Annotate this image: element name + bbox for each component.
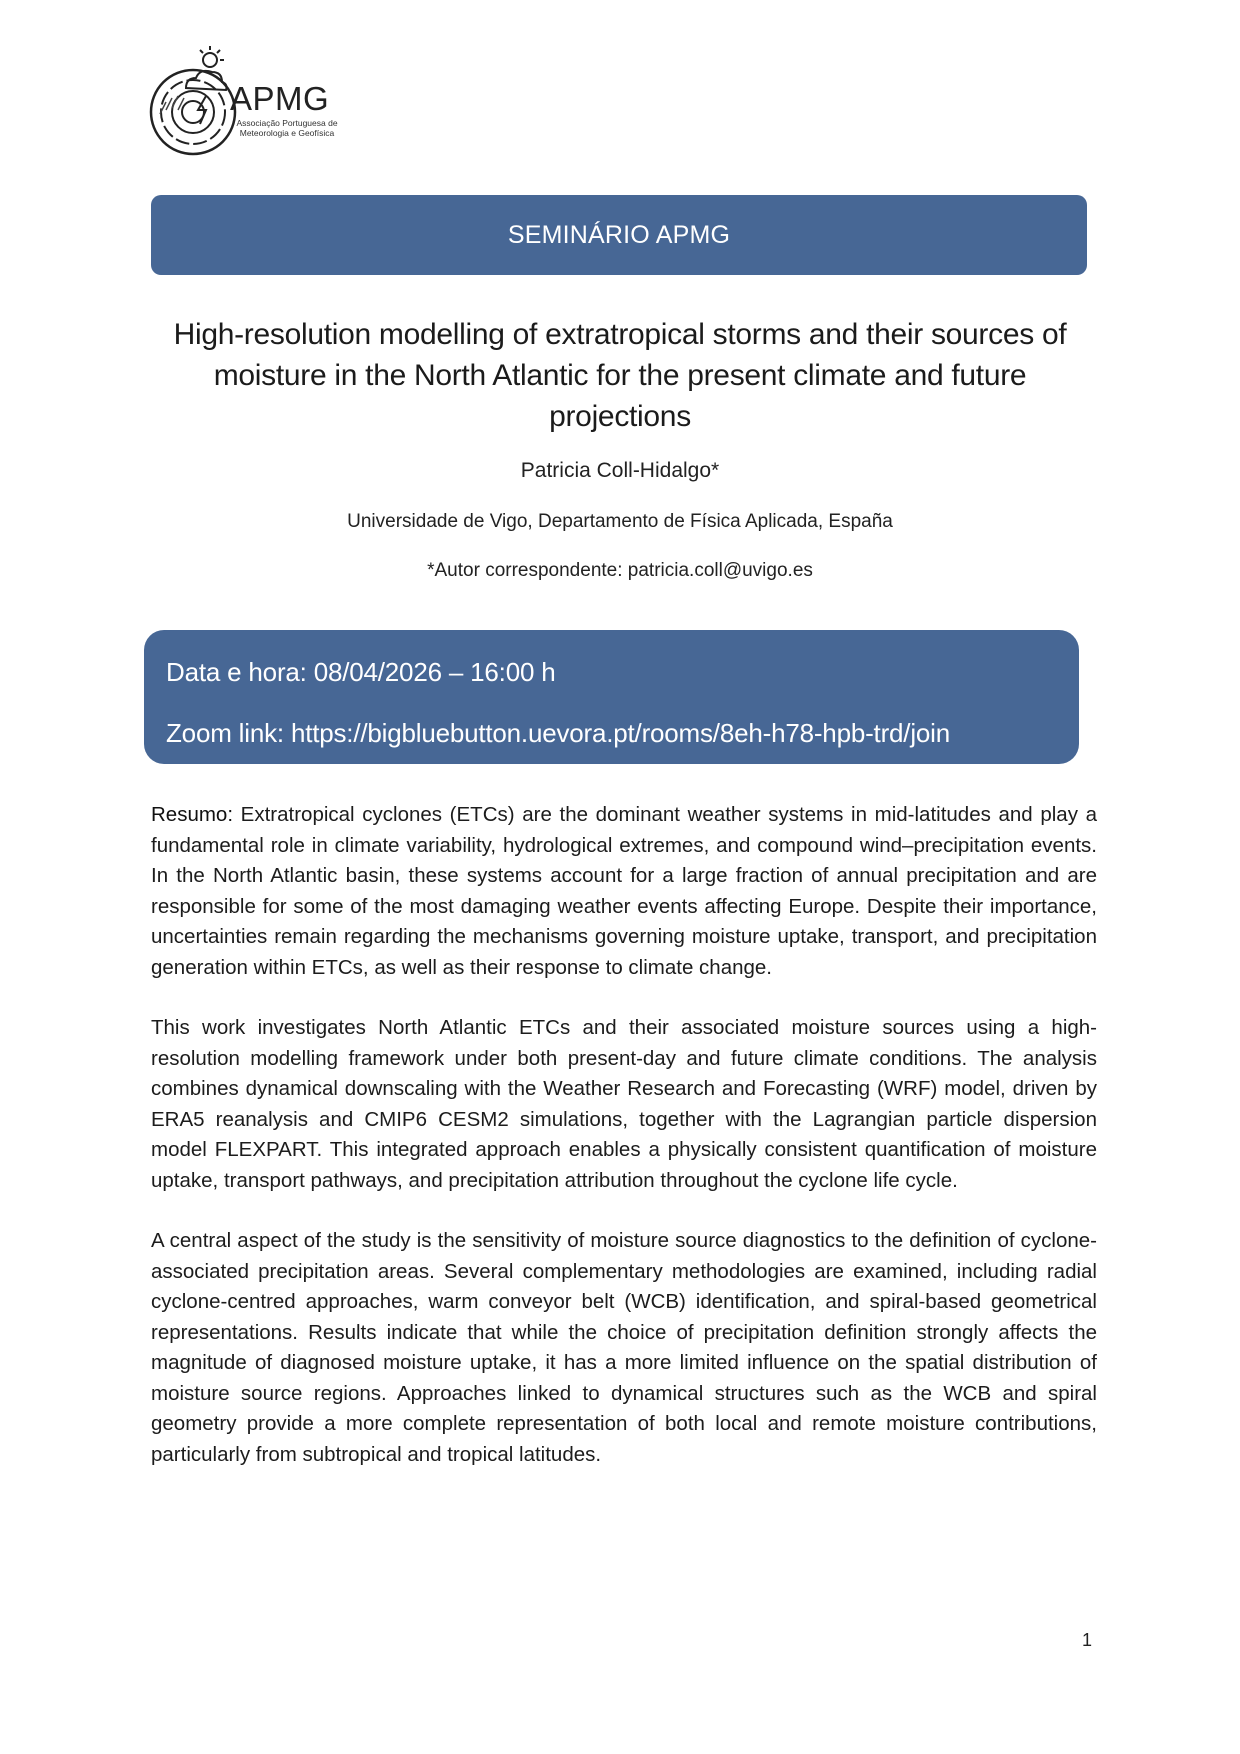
apmg-logo [148, 46, 338, 158]
seminar-title: High-resolution modelling of extratropical storms and their sources of moisture in the North Atlantic for the present climate and future projections [173, 318, 1067, 433]
seminar-banner [151, 195, 1087, 275]
page-number: 1 [1082, 1630, 1093, 1650]
abstract-paragraph-1 [151, 800, 1097, 983]
event-info-box [144, 630, 1079, 764]
author-name: Patricia Coll-Hidalgo* [520, 459, 720, 482]
abstract-p1-text: Extratropical cyclones (ETCs) are the dominant weather systems in mid-latitudes and play a fundamental role in climate variability, hydrological extremes, and compound wind–precipitation events. In the North Atlantic basin, these systems account for a large fraction of annual precipitation and are responsible for some of the most damaging weather events affecting Europe. Despite their importance, uncertainties remain regarding the mechanisms governing moisture uptake, transport, and precipitation generation within ETCs, as well as their response to climate change. [151, 803, 1097, 979]
logo-wordmark: APMG [230, 80, 330, 117]
abstract-paragraph-3: A central aspect of the study is the sensitivity of moisture source diagnostics to the definition of cyclone-associated precipitation areas. Several complementary methodologies are examined, including radial cyclone-centred approaches, warm conveyor belt (WCB) identification, and spiral-based geometrical representations. Results indicate that while the choice of precipitation definition strongly affects the magnitude of diagnosed moisture uptake, it has a more limited influence on the spatial distribution of moisture source regions. Approaches linked to dynamical structures such as the WCB and spiral geometry provide a more complete representation of both local and remote moisture contributions, particularly from subtropical and tropical latitudes. [151, 1229, 1097, 1466]
abstract-paragraph-2: This work investigates North Atlantic ETCs and their associated moisture sources using a high-resolution modelling framework under both present-day and future climate conditions. The analysis combines dynamical downscaling with the Weather Research and Forecasting (WRF) model, driven by ERA5 reanalysis and CMIP6 CESM2 simulations, together with the Lagrangian particle dispersion model FLEXPART. This integrated approach enables a physically consistent quantification of moisture uptake, transport pathways, and precipitation attribution throughout the cyclone life cycle. [151, 1016, 1097, 1192]
abstract-label: Resumo: [151, 803, 234, 826]
logo-subtitle: Associação Portuguesa de Meteorologia e Geofísica [236, 118, 338, 138]
abstract [151, 800, 1097, 1500]
corresponding-author: *Autor correspondente: patricia.coll@uvigo.es [427, 560, 813, 581]
author-affiliation: Universidade de Vigo, Departamento de Física Aplicada, España [347, 511, 893, 532]
event-datetime: Data e hora: 08/04/2026 – 16:00 h [166, 657, 556, 687]
zoom-link[interactable]: Zoom link: https://bigbluebutton.uevora.pt/rooms/8eh-h78-hpb-trd/join [166, 718, 950, 748]
banner-label: SEMINÁRIO APMG [507, 220, 731, 249]
